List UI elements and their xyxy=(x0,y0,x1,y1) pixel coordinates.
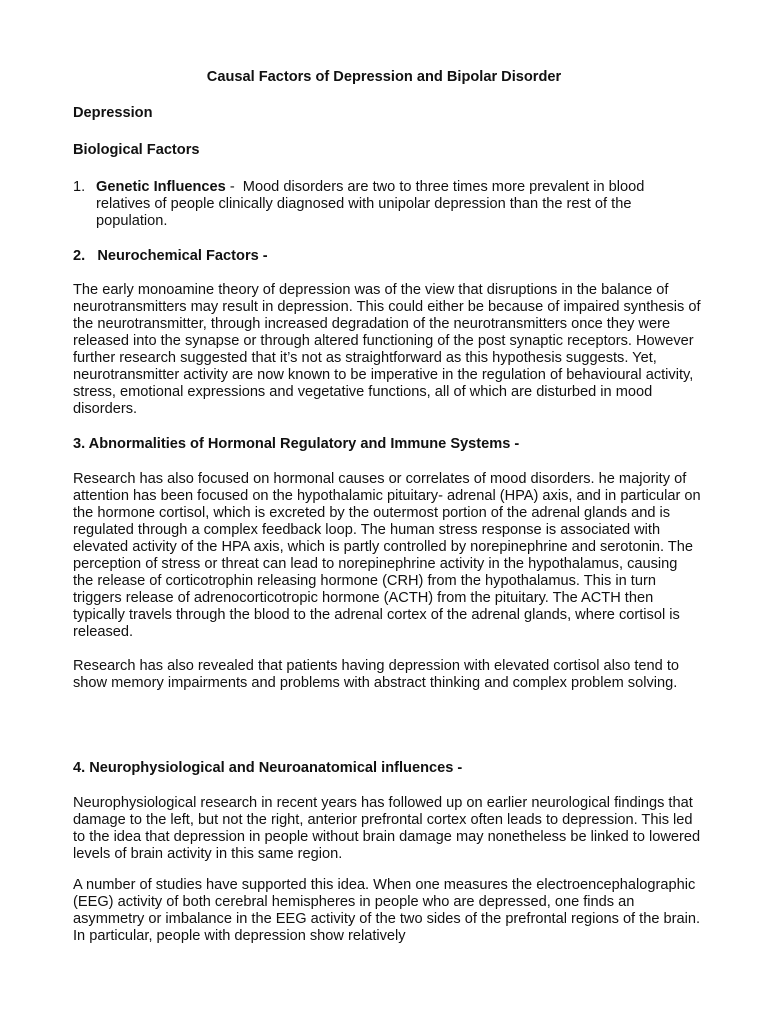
paragraph-hormonal-1: Research has also focused on hormonal causes or correlates of mood disorders. he majority of attention has been focused on the hypothalamic pituitary- adrenal (HPA) axis, and in particular on the hormone cortisol, which is excreted by the outermost portion of the adrenal glands and is regulated through a complex feedback loop. The human stress response is associated with elevated activity of the HPA axis, which is partly controlled by norepinephrine and serotonin. The perception of stress or threat can lead to norepinephrine activity in the hypothalamus, causing the release of corticotrophin releasing hormone (CRH) from the hypothalamus. This in turn triggers release of adrenocorticotropic hormone (ACTH) from the pituitary. The ACTH then typically travels through the blood to the adrenal cortex of the adrenal glands, where cortisol is released. xyxy=(73,471,701,640)
paragraph-neurochemical: The early monoamine theory of depression was of the view that disruptions in the balance of neurotransmitters may result in depression. This could either be because of impaired synthesis of the neurotransmitter, through increased degradation of the neurotransmitters once they were released into the synapse or through altered functioning of the post synaptic receptors. However further research suggested that it’s not as straightforward as this hypothesis suggests. Yet, neurotransmitter activity are now known to be imperative in the regulation of behavioural activity, stress, emotional expressions and vegetative functions, all of which are disturbed in mood disorders. xyxy=(73,282,701,417)
section-heading-depression: Depression xyxy=(73,105,153,121)
list-item-body xyxy=(96,179,701,230)
list-item-separator: - xyxy=(225,179,243,195)
list-item-genetic-influences xyxy=(73,179,701,230)
heading-neurochemical-factors: 2. Neurochemical Factors - xyxy=(73,248,268,264)
subsection-heading-biological-factors: Biological Factors xyxy=(73,142,200,158)
list-item-label: Genetic Influences xyxy=(96,179,226,195)
list-number: 1. xyxy=(73,179,86,195)
paragraph-neurophysiological-1: Neurophysiological research in recent years has followed up on earlier neurological findings that damage to the left, but not the right, anterior prefrontal cortex often leads to depression. This led to the idea that depression in people without brain damage may nonetheless be linked to lowered levels of brain activity in this same region. xyxy=(73,795,701,862)
heading-neurophysiological: 4. Neurophysiological and Neuroanatomical influences - xyxy=(73,760,463,776)
document-title: Causal Factors of Depression and Bipolar Disorder xyxy=(206,69,562,85)
paragraph-hormonal-2: Research has also revealed that patients having depression with elevated cortisol also tend to show memory impairments and problems with abstract thinking and complex problem solving. xyxy=(73,658,680,691)
heading-hormonal-immune: 3. Abnormalities of Hormonal Regulatory and Immune Systems - xyxy=(73,436,520,452)
list-item-text: Mood disorders are two to three times more prevalent in blood relatives of people clinically diagnosed with unipolar depression than the rest of the population. xyxy=(96,179,645,229)
paragraph-neurophysiological-2: A number of studies have supported this idea. When one measures the electroencephalographic (EEG) activity of both cerebral hemispheres in people who are depressed, one finds an asymmetry or imbalance in the EEG activity of the two sides of the prefrontal regions of the brain. In particular, people with depression show relatively xyxy=(73,877,701,944)
